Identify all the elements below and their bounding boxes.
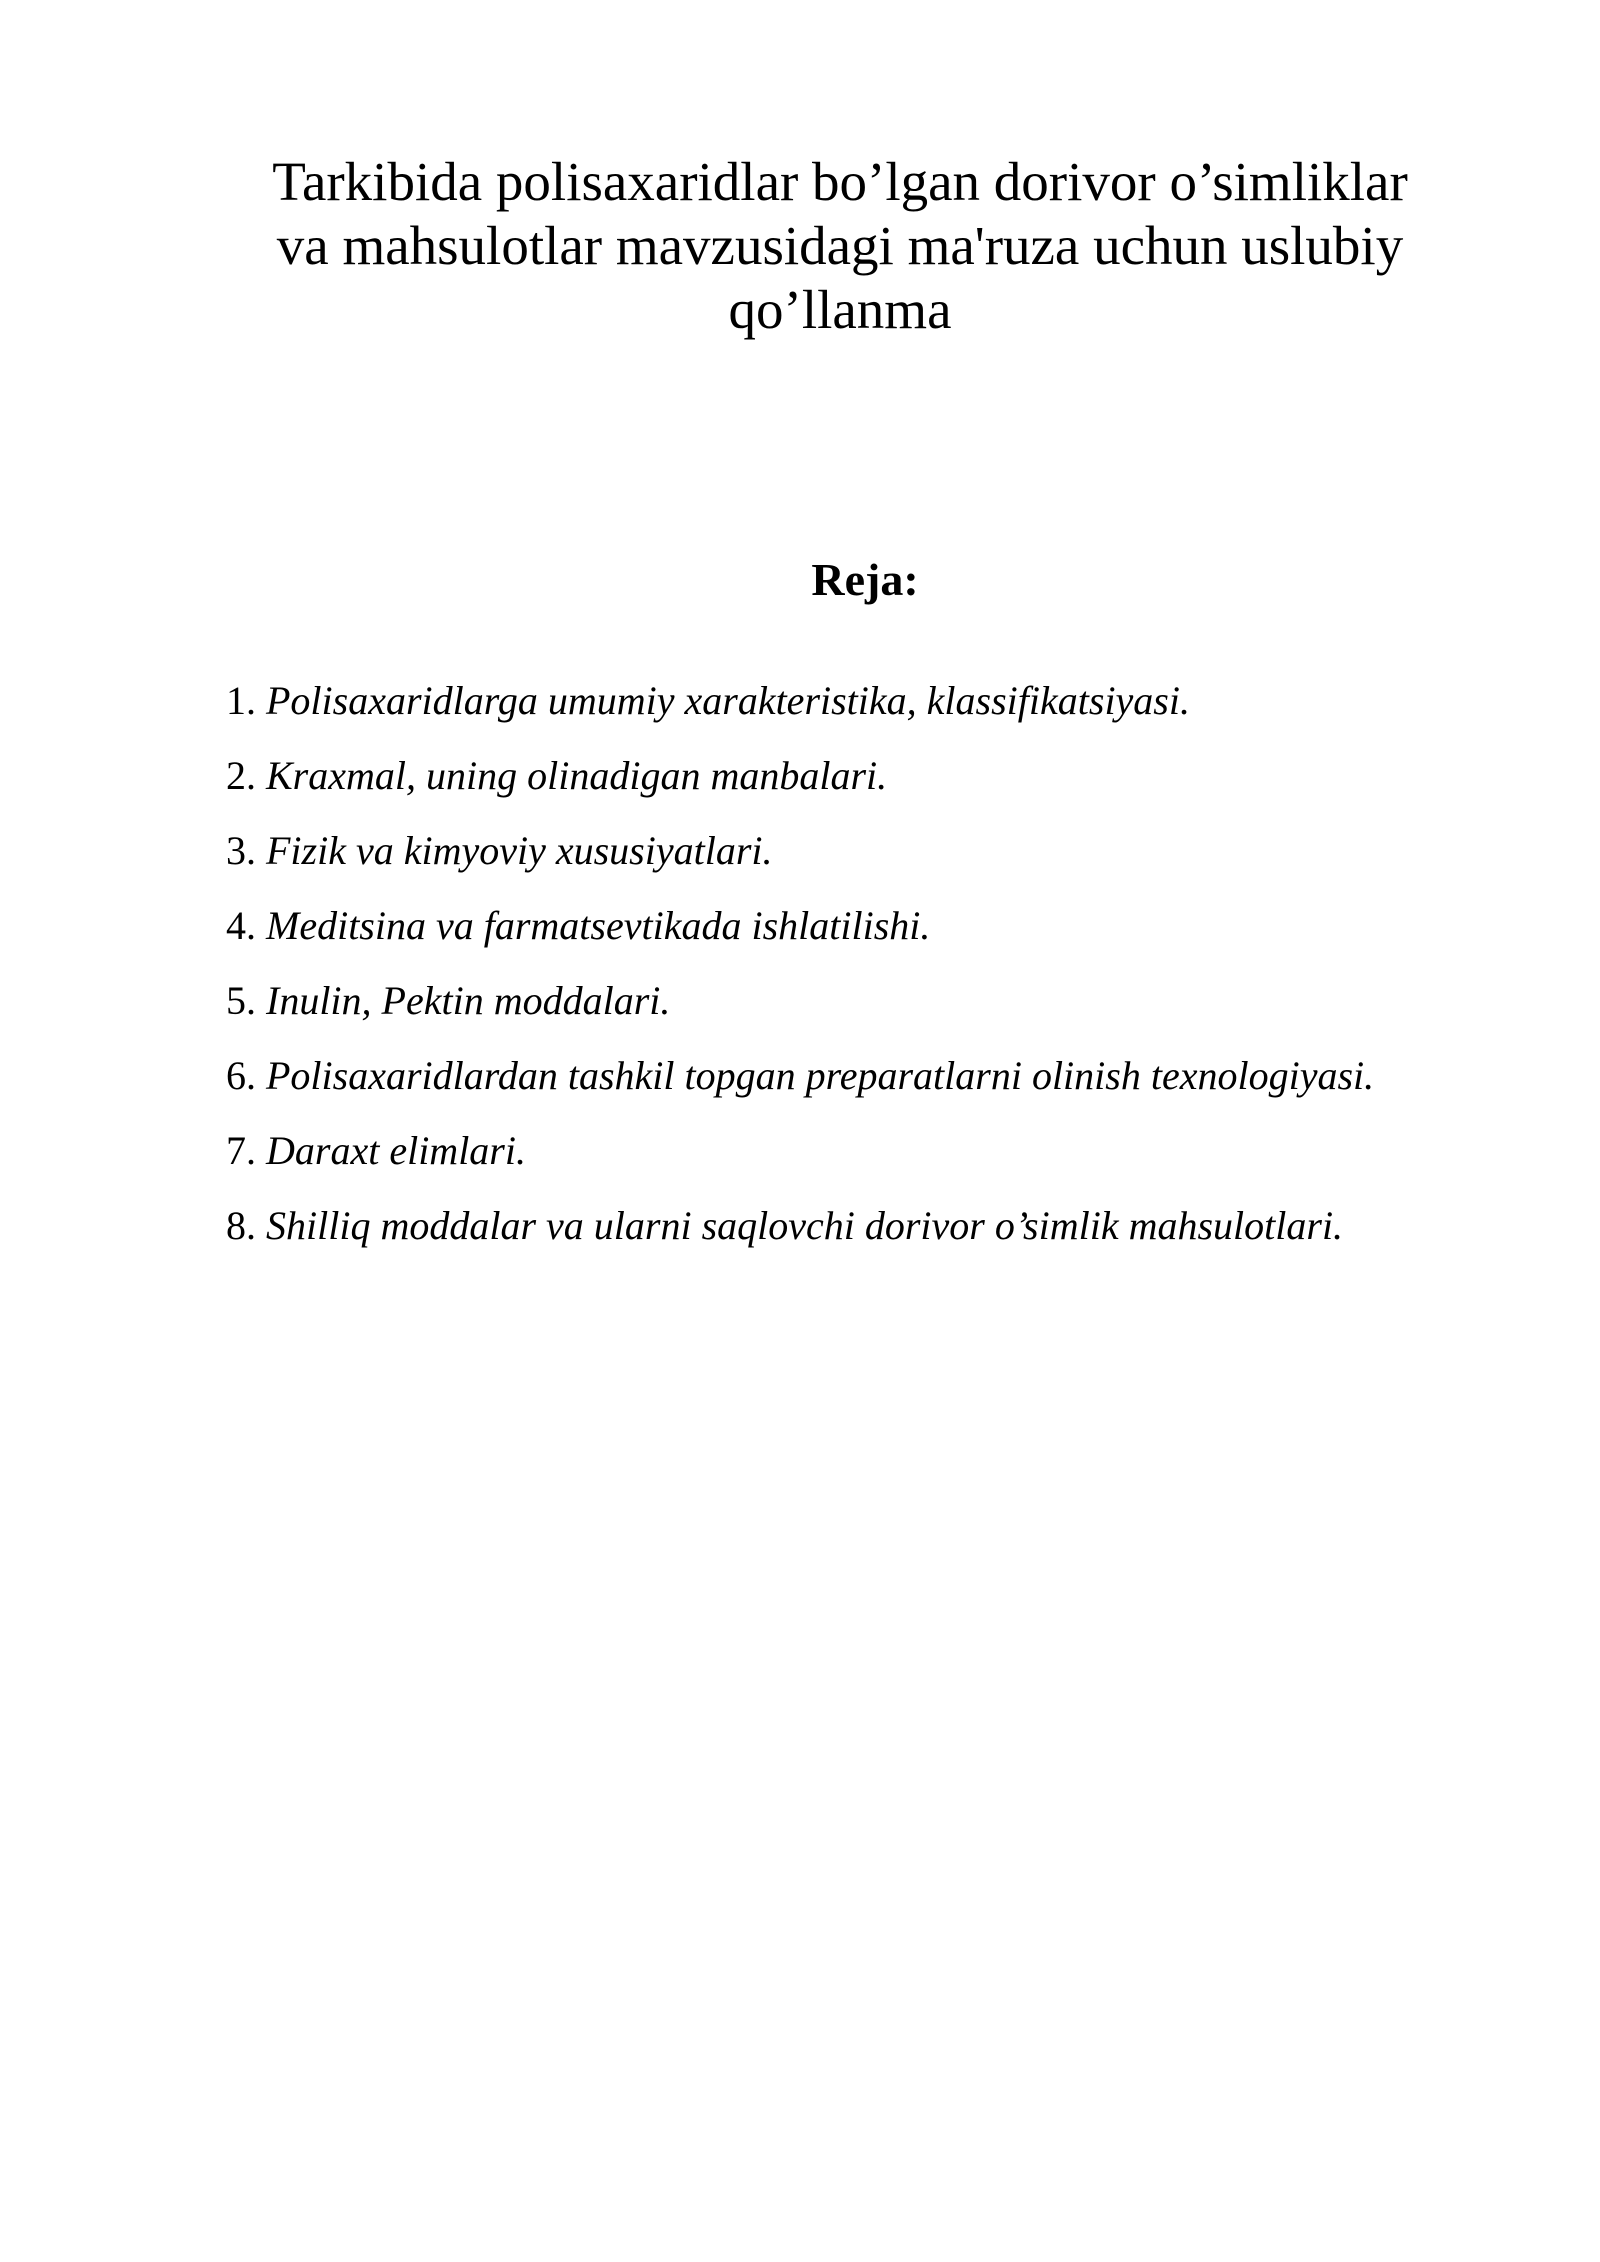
plan-item — [226, 974, 1556, 1049]
plan-item — [226, 899, 1556, 974]
plan-item-text: Meditsina va farmatsevtikada ishlatilishi. — [266, 903, 931, 948]
plan-item — [226, 674, 1556, 749]
plan-item-number: 4. — [226, 903, 256, 948]
plan-item-number: 6. — [226, 1053, 256, 1098]
plan-item-number: 1. — [226, 678, 256, 723]
document-title — [230, 150, 1450, 342]
plan-item — [226, 1049, 1556, 1124]
title-line: Tarkibida polisaxaridlar bo’lgan dorivor o’simliklar — [272, 151, 1408, 212]
plan-item-text: Polisaxaridlarga umumiy xarakteristika, klassifikatsiyasi. — [266, 678, 1190, 723]
title-line: qo’llanma — [728, 279, 952, 340]
plan-item-text: Polisaxaridlardan tashkil topgan preparatlarni olinish texnologiyasi. — [266, 1053, 1375, 1098]
plan-item-text: Fizik va kimyoviy xususiyatlari. — [266, 828, 773, 873]
plan-item — [226, 824, 1556, 899]
plan-item-number: 7. — [226, 1128, 256, 1173]
plan-item-number: 3. — [226, 828, 256, 873]
plan-item-number: 2. — [226, 753, 256, 798]
title-line: va mahsulotlar mavzusidagi ma'ruza uchun uslubiy — [276, 215, 1404, 276]
plan-item-text: Inulin, Pektin moddalari. — [266, 978, 671, 1023]
plan-heading: Reja: — [811, 554, 919, 605]
plan-item-number: 8. — [226, 1203, 256, 1248]
plan-list — [226, 674, 1556, 1274]
plan-item — [226, 1124, 1556, 1199]
plan-item — [226, 749, 1556, 824]
plan-item-number: 5. — [226, 978, 256, 1023]
plan-item — [226, 1199, 1556, 1274]
plan-item-text: Shilliq moddalar va ularni saqlovchi dorivor o’simlik mahsulotlari. — [266, 1203, 1344, 1248]
plan-item-text: Kraxmal, uning olinadigan manbalari. — [266, 753, 888, 798]
plan-item-text: Daraxt elimlari. — [266, 1128, 526, 1173]
